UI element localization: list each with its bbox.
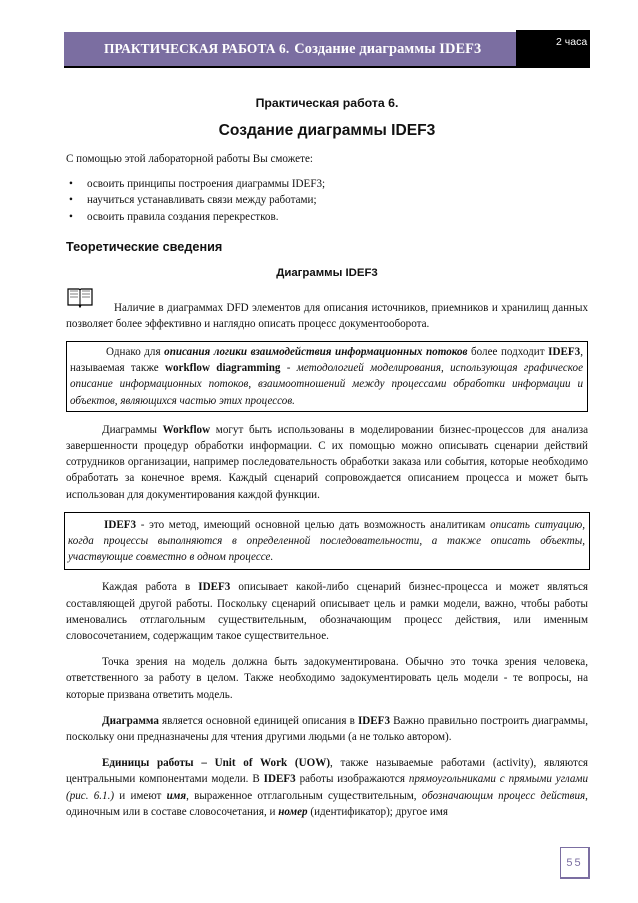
intro-text: С помощью этой лабораторной работы Вы сможете: bbox=[66, 153, 313, 166]
box1-definition: методологией моделирования, использующая графическое описание информационных потоков, взаимоотношений между процессами обработки информации и объектов, являющихся частью этих процессов. bbox=[70, 362, 583, 407]
paragraph-scenario bbox=[66, 579, 588, 644]
p6-rectangles: прямоугольниками с прямыми углами (рис. 6.1.) bbox=[66, 773, 589, 802]
page-number: 55 bbox=[560, 847, 590, 879]
p3-idef3: IDEF3 bbox=[198, 581, 231, 594]
p3-text-a: Каждая работа в bbox=[102, 581, 191, 594]
box1-dash: - bbox=[286, 362, 291, 375]
paragraph-dfd-text: Наличие в диаграммах DFD элементов для описания источников, приемников и хранилищ данных позволяет более эффективно и наглядно описать процесс документооборота. bbox=[66, 301, 588, 330]
header-title: Создание диаграммы IDEF3 bbox=[294, 40, 482, 57]
p3-text-c: описывает какой-либо сценарий бизнес-процесса и может являться составляющей другой работы. Поскольку сценарий описывает цель и рамки модели, важно, чтобы работы именовались отглагольным существительным, обозначающим процесс действия, или именным словосочетанием, содержащим такое существительное. bbox=[66, 581, 589, 642]
box2-idef3: IDEF3 bbox=[104, 518, 137, 531]
paragraph-viewpoint: Точка зрения на модель должна быть задокументирована. Обычно это точка зрения человека, ответственного за работу в целом. Также необходимо задокументировать цель модели - те вопросы, на которые призвана ответить модель. bbox=[66, 656, 588, 701]
p6-text-h: , выраженное отглагольным существительным, bbox=[186, 789, 417, 802]
p6-number: номер bbox=[278, 805, 308, 818]
paragraph-workflow bbox=[66, 422, 588, 503]
p2-text-c: могут быть использованы в моделировании бизнес-процессов для анализа завершенности процедур обработки информации. С их помощью можно описывать сценарии действий сотрудников организации, например последовательность обработки заказа или события, которые необходимо обработать за конечное время. Каждый сценарий сопровождается описанием процесса и может быть использован для документирования каждой функции. bbox=[66, 423, 588, 501]
box1-idef3: IDEF3 bbox=[548, 345, 581, 358]
header-rule bbox=[64, 66, 590, 68]
p6-name: имя bbox=[166, 789, 187, 802]
section-heading: Теоретические сведения bbox=[66, 240, 223, 255]
p6-text-f: и имеют bbox=[119, 789, 162, 802]
p6-text-l: (идентификатор); другое имя bbox=[310, 805, 448, 818]
title-line-1: Практическая работа 6. bbox=[255, 96, 399, 110]
running-header bbox=[64, 30, 590, 68]
p6-text-d: работы изображаются bbox=[299, 773, 405, 786]
goals-list bbox=[66, 176, 588, 226]
box2-definition: описать ситуацию, когда процессы выполняются в определенной последовательности, а также описать объекты, участвующие совместно в одном процессе. bbox=[68, 518, 585, 564]
paragraph-uow bbox=[66, 755, 588, 820]
p6-text-b: , также называемые работами (activity), являются центральными компонентами модели. В bbox=[66, 757, 588, 786]
paragraph-dfd bbox=[66, 300, 588, 332]
box1-text-e: , называемая также bbox=[70, 345, 583, 375]
definition-box-idef3 bbox=[64, 512, 590, 571]
definition-box-workflow bbox=[66, 341, 588, 412]
box1-emphasis: описания логики взаимодействия информационных потоков bbox=[164, 345, 468, 358]
paragraph-diagram bbox=[66, 713, 588, 745]
p5-text-b: является основной единицей описания в bbox=[162, 714, 355, 727]
p6-text-j: , одиночным или в составе словосочетания, и bbox=[66, 789, 588, 818]
box1-text-c: более подходит bbox=[471, 345, 545, 358]
p6-uow: Единицы работы – Unit of Work (UOW) bbox=[102, 757, 331, 770]
p6-idef3: IDEF3 bbox=[263, 773, 296, 786]
p5-idef3: IDEF3 bbox=[357, 714, 390, 727]
box1-text-a: Однако для bbox=[106, 345, 161, 358]
header-band bbox=[64, 32, 516, 66]
list-item: • освоить принципы построения диаграммы IDEF3; bbox=[66, 176, 588, 193]
p5-diagram: Диаграмма bbox=[102, 714, 159, 727]
p6-process: обозначающим процесс действия bbox=[421, 789, 586, 802]
p5-text-d: Важно правильно построить диаграммы, поскольку они предназначены для чтения другими людьми (а не только автором). bbox=[66, 714, 589, 743]
list-item: • научиться устанавливать связи между работами; bbox=[66, 192, 588, 209]
subsection-heading: Диаграммы IDEF3 bbox=[276, 267, 378, 280]
p2-workflow: Workflow bbox=[162, 423, 211, 436]
header-hours: 2 часа bbox=[516, 30, 590, 66]
list-item: • освоить правила создания перекрестков. bbox=[66, 209, 588, 226]
page-content bbox=[66, 95, 588, 820]
open-book-icon bbox=[66, 286, 94, 308]
p2-text-a: Диаграммы bbox=[102, 423, 157, 436]
box2-text-b: - это метод, имеющий основной целью дать возможность аналитикам bbox=[140, 518, 486, 531]
header-prefix: ПРАКТИЧЕСКАЯ РАБОТА 6. bbox=[104, 41, 290, 56]
box1-workflow: workflow diagramming bbox=[165, 362, 281, 375]
page-title: Создание диаграммы IDEF3 bbox=[218, 122, 436, 140]
